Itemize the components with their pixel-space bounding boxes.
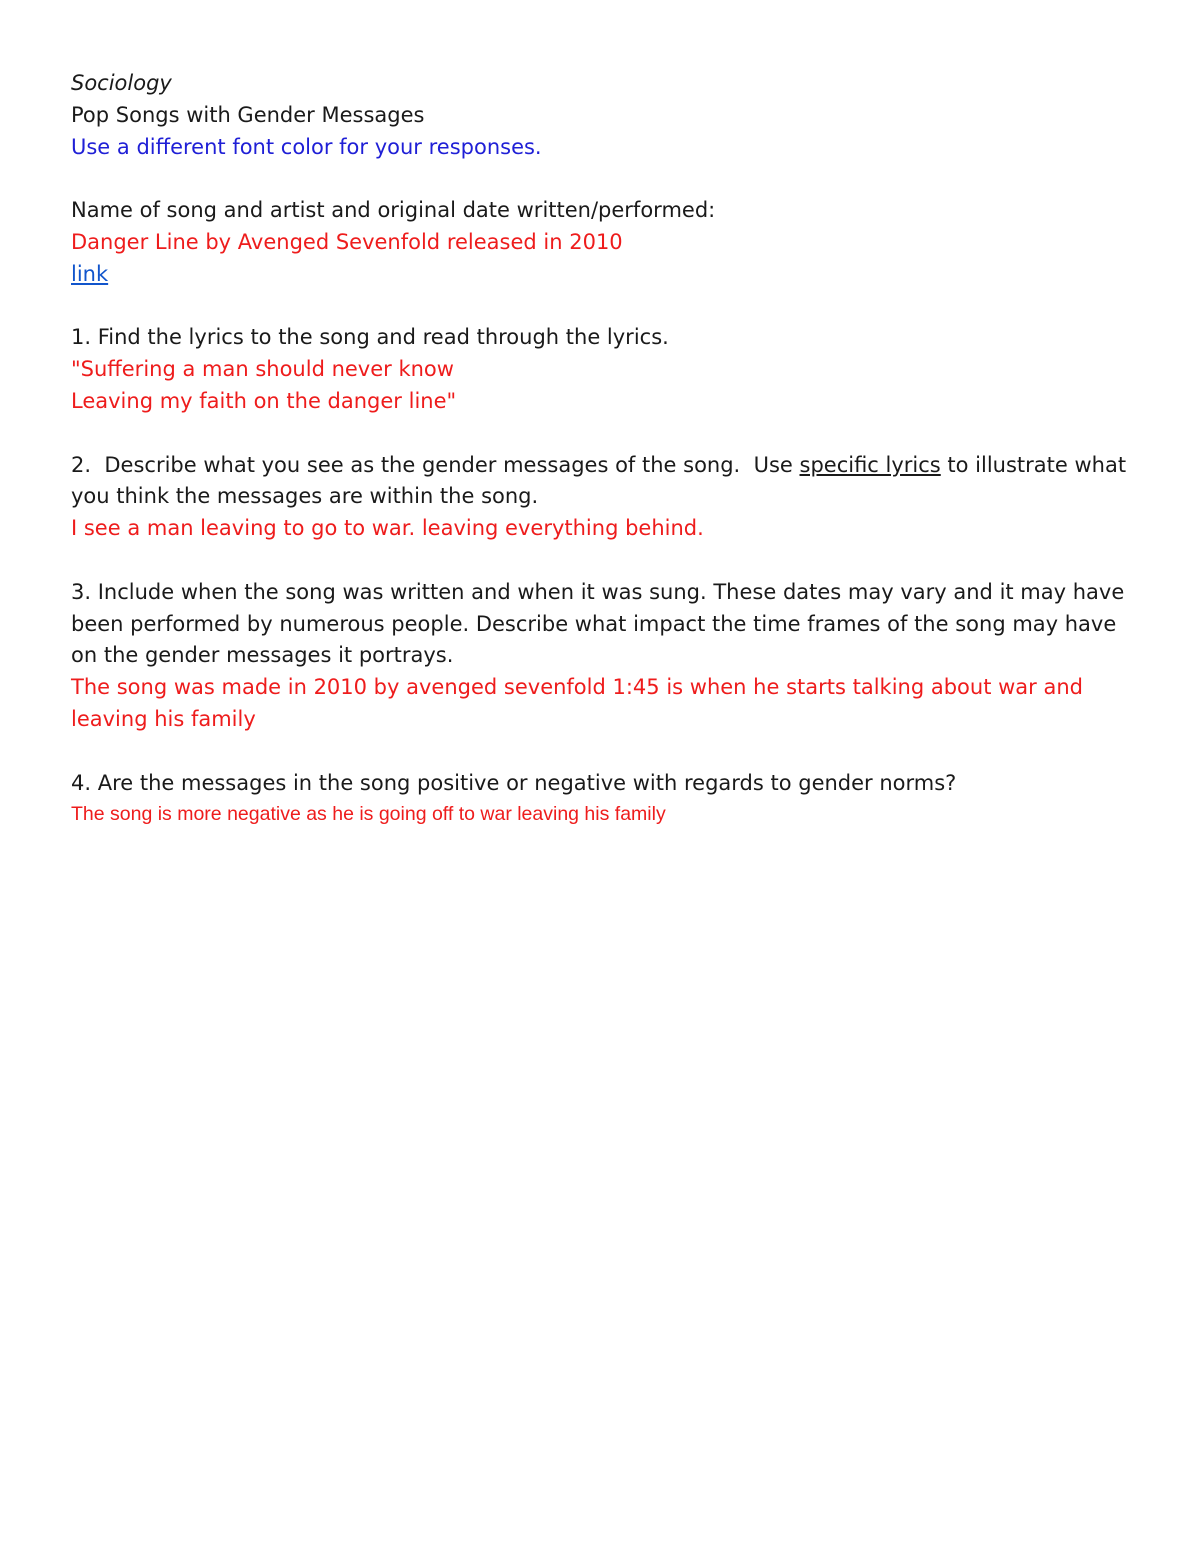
question-2-answer: I see a man leaving to go to war. leaving everything behind. <box>71 516 704 541</box>
spacer <box>71 418 1131 450</box>
question-2-prompt-end: to illustrate what you think the messages are within the song. <box>71 452 1133 509</box>
spacer <box>71 291 1131 323</box>
spacer <box>71 545 1131 577</box>
subject-heading: Sociology <box>71 71 172 95</box>
instruction-text: Use a different font color for your responses. <box>71 134 542 159</box>
song-info-prompt: Name of song and artist and original date written/performed: <box>71 198 716 223</box>
question-2-prompt-emphasis: specific lyrics <box>799 452 941 477</box>
question-1-prompt: 1. Find the lyrics to the song and read through the lyrics. <box>71 325 669 350</box>
question-4-answer: The song is more negative as he is going off to war leaving his family <box>71 803 666 826</box>
song-info-answer: Danger Line by Avenged Sevenfold released in 2010 <box>71 229 623 254</box>
question-3-answer: The song was made in 2010 by avenged sevenfold 1:45 is when he starts talking about war and leaving his family <box>71 675 1083 731</box>
spacer <box>71 736 1131 768</box>
assignment-title: Pop Songs with Gender Messages <box>71 102 425 127</box>
question-1-answer-line-2: Leaving my faith on the danger line" <box>71 388 457 413</box>
question-4-prompt: 4. Are the messages in the song positive or negative with regards to gender norms? <box>71 770 957 795</box>
question-3-prompt: 3. Include when the song was written and when it was sung. These dates may vary and it may have been performed by numerous people. Describe what impact the time frames of the song may have on the gender messages it portrays. <box>71 579 1125 668</box>
question-2-prompt <box>71 450 1131 514</box>
question-1-answer-line-1: "Suffering a man should never know <box>71 357 454 382</box>
song-link[interactable]: link <box>71 261 109 286</box>
spacer <box>71 163 1131 195</box>
question-2-prompt-start: 2. Describe what you see as the gender messages of the song. Use <box>71 452 800 477</box>
document-page <box>71 68 1131 831</box>
